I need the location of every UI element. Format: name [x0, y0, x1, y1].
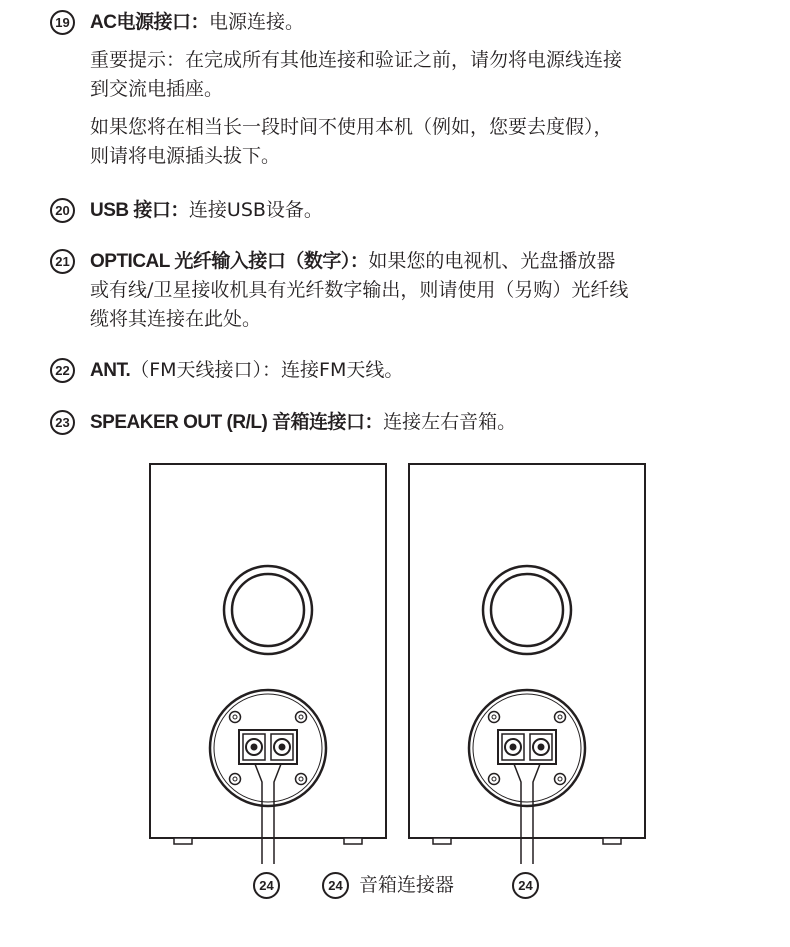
item-desc: 电源连接。 — [208, 11, 304, 33]
callout-badge-left: 24 — [253, 872, 280, 899]
item-desc: 如果您的电视机、光盘播放器 — [368, 250, 616, 272]
item-title: OPTICAL 光纤输入接口（数字）： — [90, 251, 369, 272]
item-title: SPEAKER OUT (R/L) 音箱连接口： — [90, 412, 384, 433]
paragraph-line: 到交流电插座。 — [90, 78, 224, 100]
item-number-badge: 19 — [50, 10, 75, 35]
item-line: 缆将其连接在此处。 — [90, 308, 262, 330]
right-speaker — [409, 464, 645, 864]
item-title: AC电源接口： — [90, 12, 209, 33]
item-line: 或有线/卫星接收机具有光纤数字输出，则请使用（另购）光纤线 — [90, 279, 629, 301]
paragraph-line: 如果您将在相当长一段时间不使用本机（例如，您要去度假）， — [90, 116, 613, 138]
caption-number-badge: 24 — [322, 872, 349, 899]
left-speaker — [150, 464, 386, 864]
item-desc: （FM天线接口）：连接FM天线。 — [130, 359, 404, 381]
callout-badge-right: 24 — [512, 872, 539, 899]
item-desc: 连接USB设备。 — [188, 199, 323, 221]
figure-caption: 音箱连接器 — [359, 874, 455, 896]
paragraph-line: 重要提示：在完成所有其他连接和验证之前，请勿将电源线连接 — [90, 49, 623, 71]
item-title: ANT. — [90, 360, 131, 381]
paragraph-line: 则请将电源插头拔下。 — [90, 145, 281, 167]
item-number-badge: 21 — [50, 249, 75, 274]
item-title: USB 接口： — [90, 200, 189, 221]
item-number-badge: 23 — [50, 410, 75, 435]
item-number-badge: 20 — [50, 198, 75, 223]
item-desc: 连接左右音箱。 — [383, 411, 517, 433]
item-number-badge: 22 — [50, 358, 75, 383]
